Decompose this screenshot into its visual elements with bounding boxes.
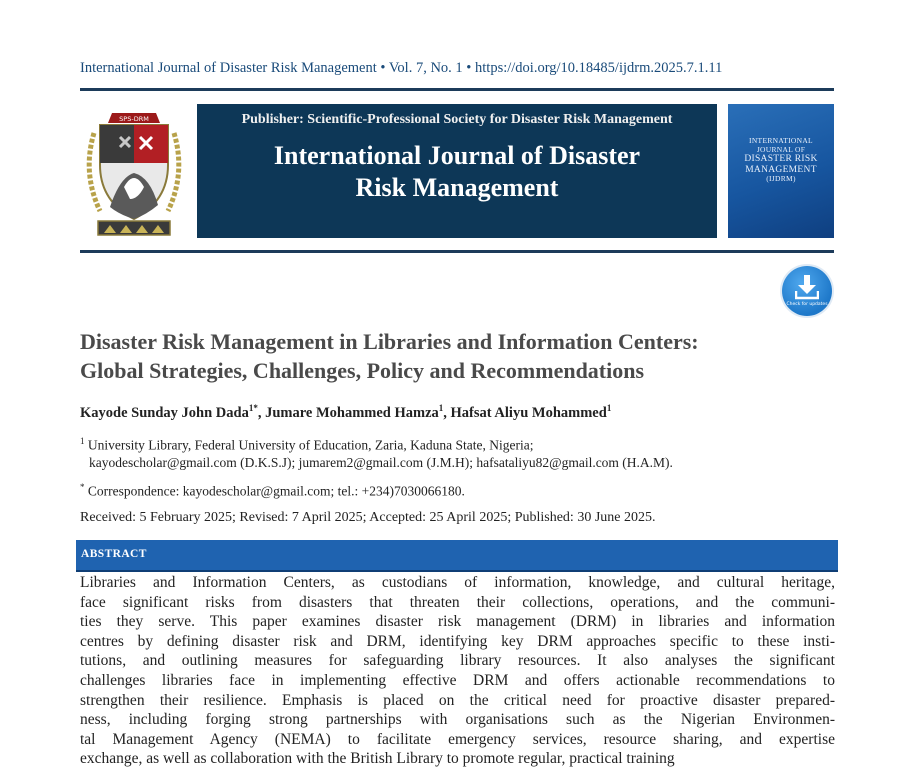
correspondence [80, 479, 465, 500]
author-name: Kayode Sunday John Dada [80, 404, 249, 421]
check-for-updates-label: Check for updates [786, 302, 828, 307]
cover-title-line1: INTERNATIONAL JOURNAL OF [749, 136, 813, 154]
publication-dates: Received: 5 February 2025; Revised: 7 April 2025; Accepted: 25 April 2025; Published: 30 June 2025. [80, 510, 656, 525]
abstract-line: tal Management Agency (NEMA) to facilitate emergency services, resource sharing, and expertise [80, 730, 835, 748]
affiliation-text: University Library, Federal University of Education, Zaria, Kaduna State, Nigeria; [87, 437, 534, 453]
correspondence-mark: * [80, 482, 85, 492]
article-title [80, 327, 840, 385]
abstract-heading-bar [76, 540, 838, 572]
abstract-body [80, 573, 835, 769]
abstract-line: Libraries and Information Centers, as custodians of information, knowledge, and cultural heritage, [80, 574, 835, 591]
author-list: Kayode Sunday John Dada$^{1*}$, Jumare Mohammed Hamza$^1$, Hafsat Aliyu Mohammed$^1$ [80, 403, 612, 421]
running-head: International Journal of Disaster Risk Management • Vol. 7, No. 1 • https://doi.org/10.18485/ijdrm.2025.7.1.11 [80, 60, 723, 76]
abstract-line: face significant risks from disasters that threaten their collections, operations, and the communi- [80, 593, 835, 611]
cover-title-line4: (IJDRM) [766, 174, 796, 183]
cover-title [732, 137, 830, 184]
abstract-heading: ABSTRACT [81, 548, 147, 560]
abstract-line: tutions, and outlining measures for safeguarding library resources. It also analyses the significant [80, 652, 835, 670]
cover-title-line2: DISASTER RISK [744, 154, 818, 164]
abstract-line: strengthen their resilience. Emphasis is placed on the critical need for proactive disaster prepared- [80, 691, 835, 709]
cover-title-line3: MANAGEMENT [745, 164, 817, 175]
journal-banner [197, 104, 717, 238]
header-rule-bottom [80, 250, 834, 253]
author-affiliation-mark: 1 [606, 403, 612, 413]
abstract-line: ness, including forging strong partnerships with organisations such as the Nigerian Environmen- [80, 711, 835, 729]
journal-cover-thumbnail[interactable] [728, 104, 834, 238]
society-logo [80, 103, 188, 239]
logo-text: SPS-DRM [119, 115, 149, 123]
check-for-updates-button[interactable] [782, 266, 832, 316]
journal-name-line1: International Journal of Disaster [273, 141, 641, 170]
journal-name-line2: Risk Management [355, 173, 559, 202]
author-affiliation-mark: 1 [438, 403, 444, 413]
download-arrow-icon [795, 274, 819, 300]
header-rule-top [80, 88, 834, 91]
publisher-line: Publisher: Scientific-Professional Society for Disaster Risk Management [241, 112, 673, 127]
affiliation [80, 433, 840, 471]
abstract-line: exchange, as well as collaboration with the British Library to promote regular, practical training [80, 750, 675, 768]
author-affiliation-mark: 1* [248, 403, 258, 413]
affiliation-mark: 1 [80, 436, 85, 446]
article-title-line2: Global Strategies, Challenges, Policy and Recommendations [80, 358, 645, 383]
author-emails: kayodescholar@gmail.com (D.K.S.J); jumarem2@gmail.com (J.M.H); hafsataliyu82@gmail.com (H.A.M). [89, 454, 673, 470]
author-name: Hafsat Aliyu Mohammed [450, 404, 607, 421]
correspondence-text: Correspondence: kayodescholar@gmail.com; tel.: +234)7030066180. [87, 483, 465, 499]
abstract-line: challenges libraries face in implementing effective DRM and offers actionable recommendations to [80, 671, 835, 689]
abstract-line: ties they serve. This paper examines disaster risk management (DRM) in libraries and information [80, 613, 835, 631]
abstract-line: centres by defining disaster risk and DRM, identifying key DRM approaches specific to these insti- [80, 632, 835, 650]
journal-name [197, 140, 717, 204]
article-title-line1: Disaster Risk Management in Libraries and Information Centers: [80, 329, 699, 354]
author-name: Jumare Mohammed Hamza [265, 404, 439, 421]
